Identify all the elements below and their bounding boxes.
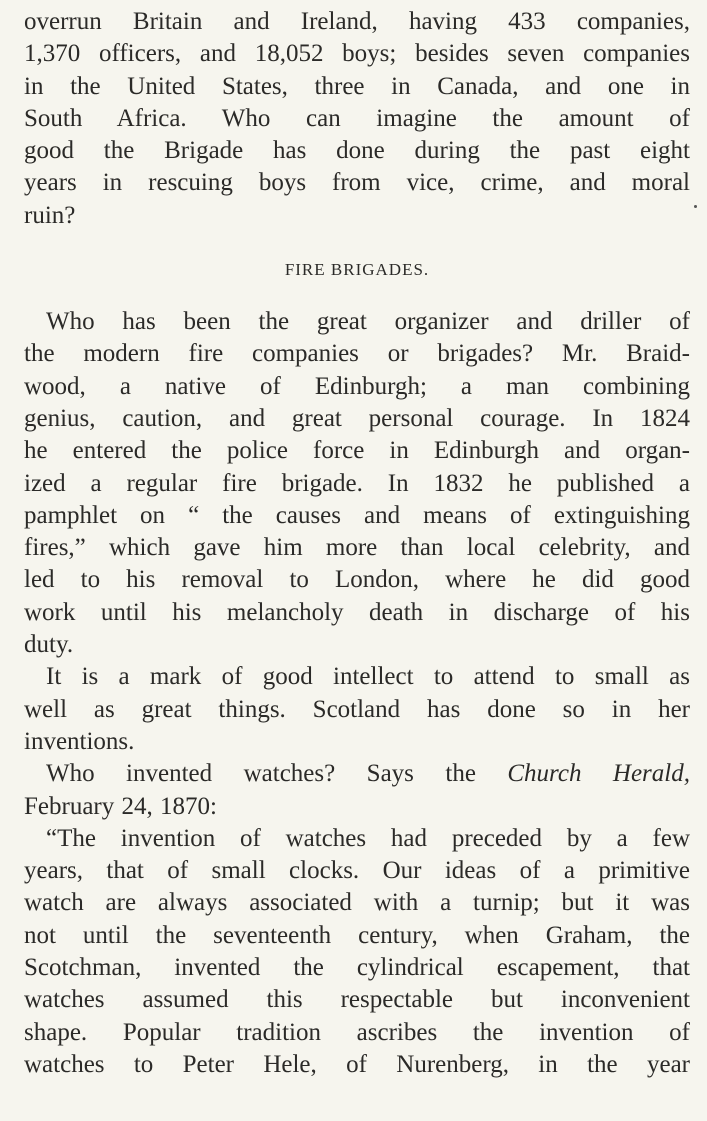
text-line: February 24, 1870: xyxy=(24,792,217,820)
text-line: good the Brigade has done during the past eight xyxy=(24,137,690,165)
text-line: wood, a native of Edinburgh; a man combining xyxy=(24,372,690,400)
paragraph-intellect xyxy=(24,661,690,758)
text-line: Who has been the great organizer and driller of xyxy=(46,308,690,336)
text-line xyxy=(24,758,690,790)
text-line: ruin? xyxy=(24,201,76,229)
text-line: overrun Britain and Ireland, having 433 companies, xyxy=(24,8,690,35)
print-speck xyxy=(694,205,697,208)
text-line: in the United States, three in Canada, and one in xyxy=(24,72,690,100)
section-spacer xyxy=(24,232,690,254)
text-line: ized a regular fire brigade. In 1832 he published a xyxy=(24,469,690,497)
text-line: watches assumed this respectable but inconvenient xyxy=(24,986,690,1014)
text-line: It is a mark of good intellect to attend to small as xyxy=(46,663,690,691)
text-line: well as great things. Scotland has done so in her xyxy=(24,695,690,723)
text-line: led to his removal to London, where he did good xyxy=(24,566,690,594)
text-line: inventions. xyxy=(24,727,135,755)
text-line: watch are always associated with a turnip; but it was xyxy=(24,889,690,917)
paragraph-quotation xyxy=(24,823,690,1081)
text-line: not until the seventeenth century, when Graham, the xyxy=(24,921,690,949)
paragraph-boys-brigade xyxy=(24,6,690,232)
paragraph-watches-question xyxy=(24,758,690,823)
text-line: genius, caution, and great personal courage. In 1824 xyxy=(24,404,690,432)
text-line: years, that of small clocks. Our ideas of a primitive xyxy=(24,857,690,885)
paragraph-braidwood xyxy=(24,306,690,661)
text-line: years in rescuing boys from vice, crime, and moral xyxy=(24,169,690,197)
text-line: South Africa. Who can imagine the amount of xyxy=(24,104,690,132)
section-spacer xyxy=(24,286,690,306)
text-line: fires,” which gave him more than local celebrity, and xyxy=(24,534,690,562)
text-line: shape. Popular tradition ascribes the invention of xyxy=(24,1018,690,1046)
text-line: watches to Peter Hele, of Nurenberg, in the year xyxy=(24,1050,690,1078)
text-line: work until his melancholy death in discharge of his xyxy=(24,598,690,626)
text-line: “The invention of watches had preceded by a few xyxy=(46,824,690,852)
publication-title: Church Herald, xyxy=(507,760,690,788)
text-line: 1,370 officers, and 18,052 boys; besides seven companies xyxy=(24,40,690,68)
text-line: he entered the police force in Edinburgh and organ- xyxy=(24,437,690,465)
text-line: duty. xyxy=(24,631,74,659)
document-page xyxy=(24,6,690,1081)
text-line: pamphlet on “ the causes and means of extinguishing xyxy=(24,501,690,529)
text-line: the modern fire companies or brigades? Mr. Braid- xyxy=(24,340,690,368)
text-line: Scotchman, invented the cylindrical escapement, that xyxy=(24,954,690,982)
text-run: Who invented watches? Says the xyxy=(46,760,508,788)
section-heading: FIRE BRIGADES. xyxy=(284,260,430,280)
